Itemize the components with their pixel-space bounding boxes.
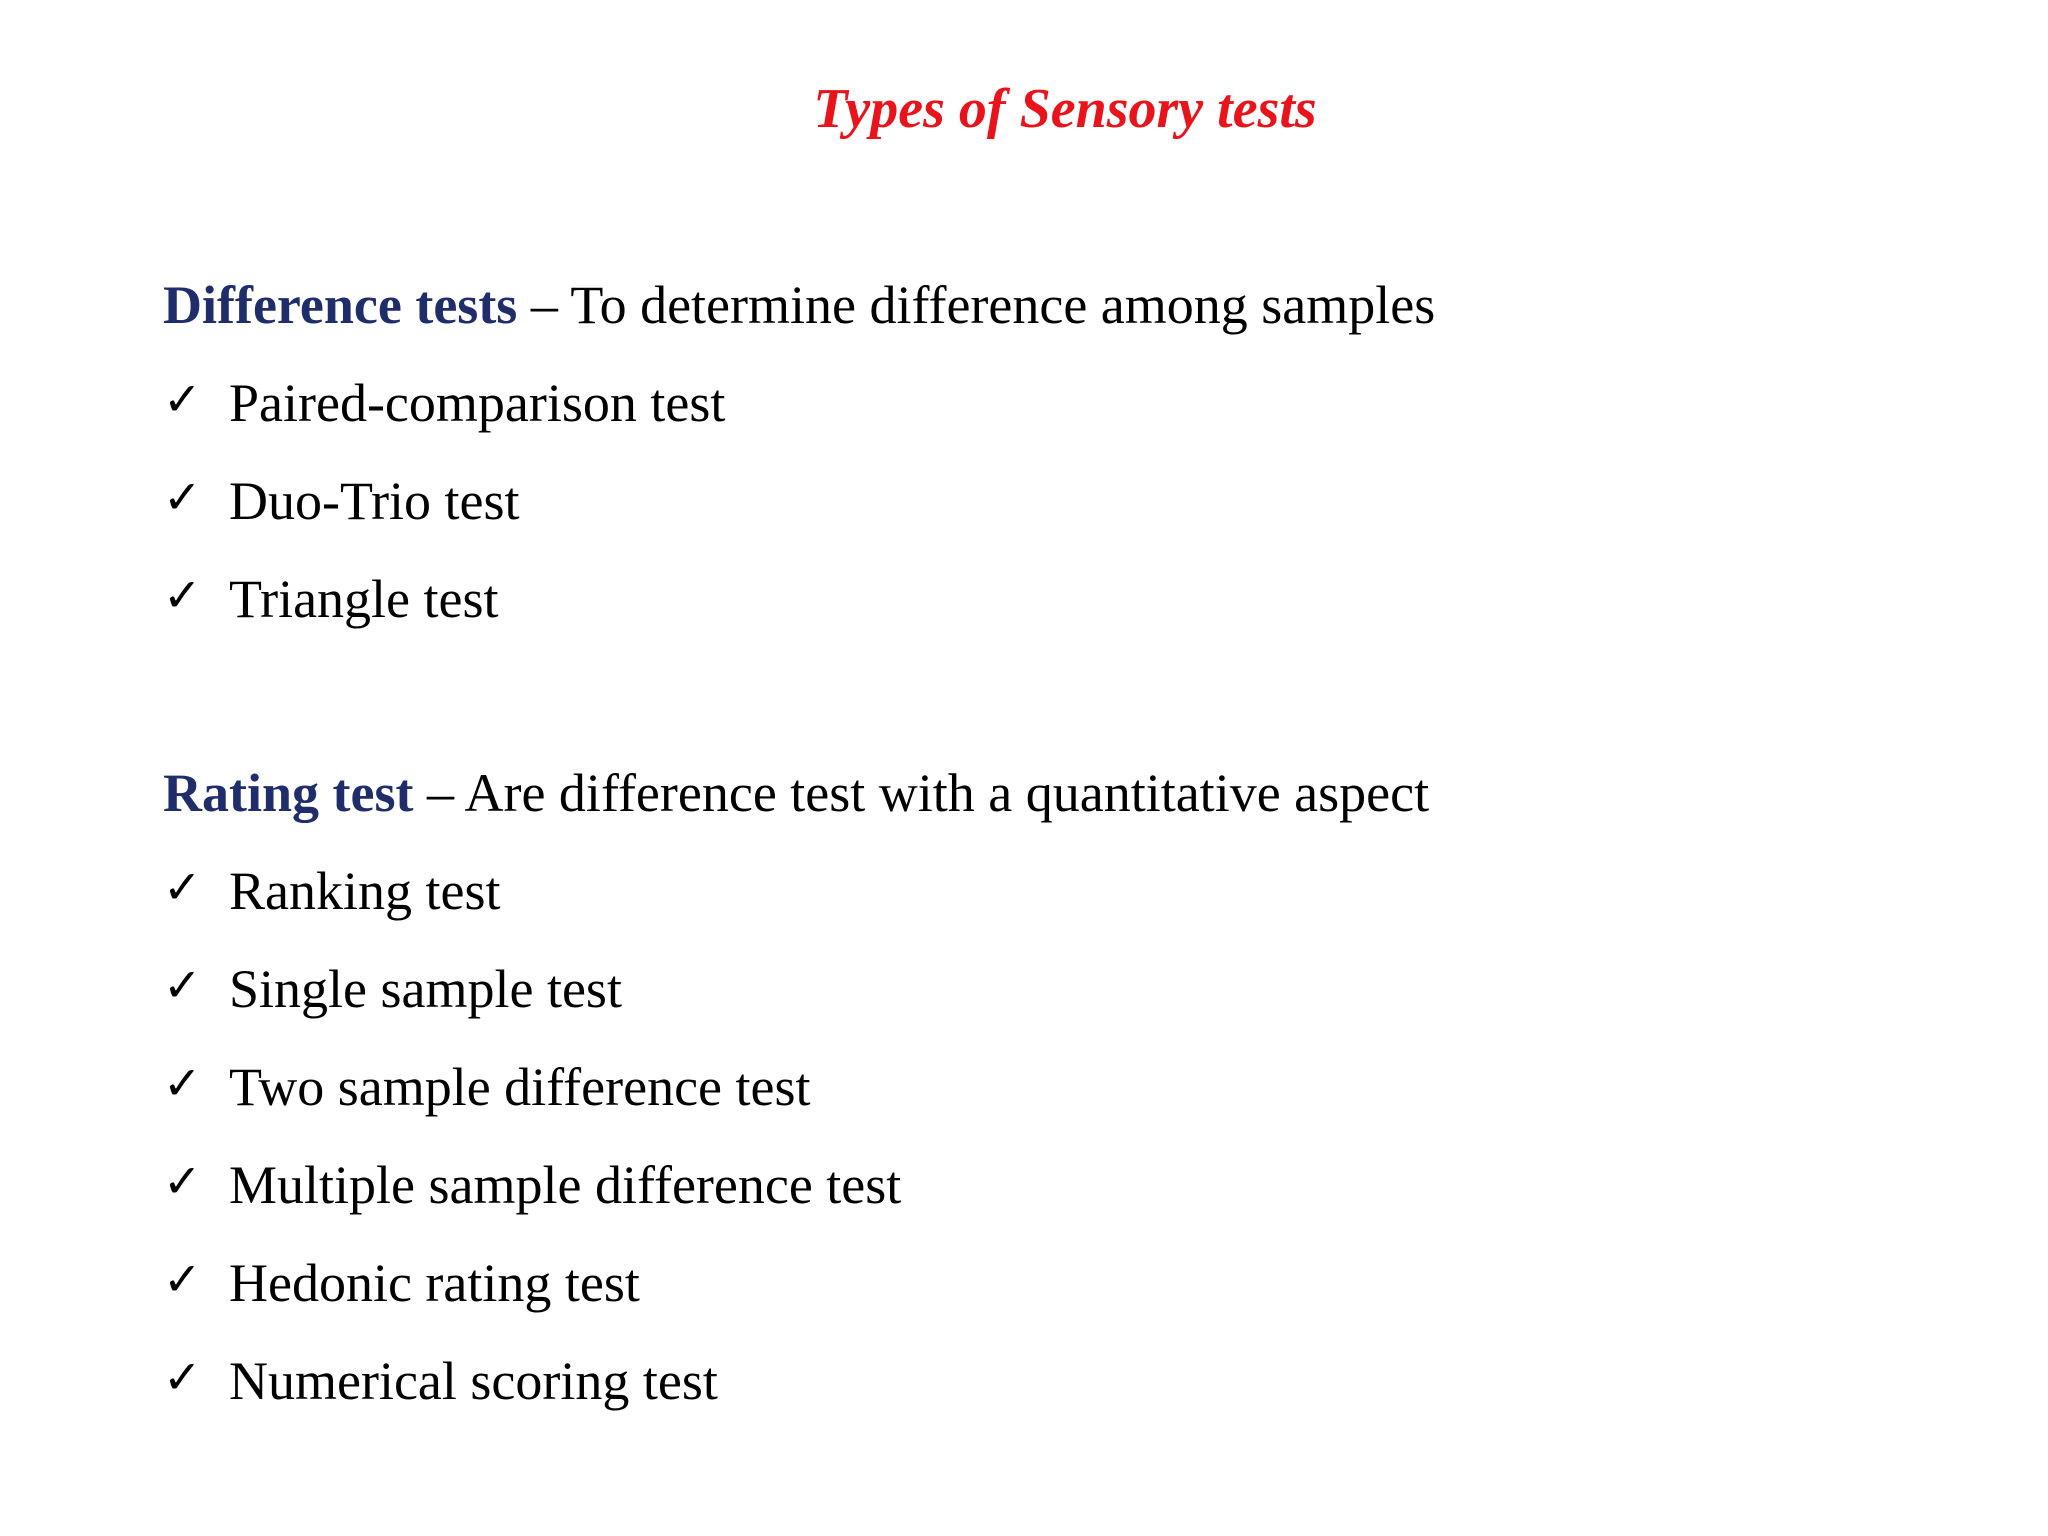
checkmark-icon: ✓ (163, 372, 202, 426)
list-item (163, 1248, 1429, 1346)
section-heading (163, 758, 1429, 828)
list-item (163, 1346, 1429, 1444)
checkmark-icon: ✓ (163, 860, 202, 914)
list-item-label: Multiple sample difference test (229, 1155, 902, 1215)
section-description: – Are difference test with a quantitative aspect (413, 763, 1430, 823)
item-list (163, 368, 1435, 662)
list-item-label: Triangle test (229, 569, 499, 629)
section-heading (163, 270, 1435, 340)
item-list (163, 856, 1429, 1444)
checkmark-icon: ✓ (163, 568, 202, 622)
list-item (163, 564, 1435, 662)
list-item-label: Ranking test (229, 861, 501, 921)
section-term: Rating test (163, 763, 414, 823)
list-item-label: Duo-Trio test (229, 471, 520, 531)
section-term: Difference tests (163, 275, 518, 335)
checkmark-icon: ✓ (163, 1154, 202, 1208)
list-item (163, 466, 1435, 564)
list-item-label: Paired-comparison test (229, 373, 726, 433)
checkmark-icon: ✓ (163, 1350, 202, 1404)
list-item (163, 368, 1435, 466)
list-item-label: Single sample test (229, 959, 622, 1019)
slide-title: Types of Sensory tests (813, 78, 1317, 140)
list-item-label: Hedonic rating test (229, 1253, 640, 1313)
checkmark-icon: ✓ (163, 958, 202, 1012)
checkmark-icon: ✓ (163, 1056, 202, 1110)
section-description: – To determine difference among samples (517, 275, 1436, 335)
list-item (163, 1052, 1429, 1150)
list-item (163, 1150, 1429, 1248)
list-item-label: Numerical scoring test (229, 1351, 718, 1411)
checkmark-icon: ✓ (163, 1252, 202, 1306)
section-rating-test (163, 758, 1429, 1444)
list-item (163, 856, 1429, 954)
checkmark-icon: ✓ (163, 470, 202, 524)
section-difference-tests (163, 270, 1435, 662)
list-item-label: Two sample difference test (229, 1057, 811, 1117)
list-item (163, 954, 1429, 1052)
